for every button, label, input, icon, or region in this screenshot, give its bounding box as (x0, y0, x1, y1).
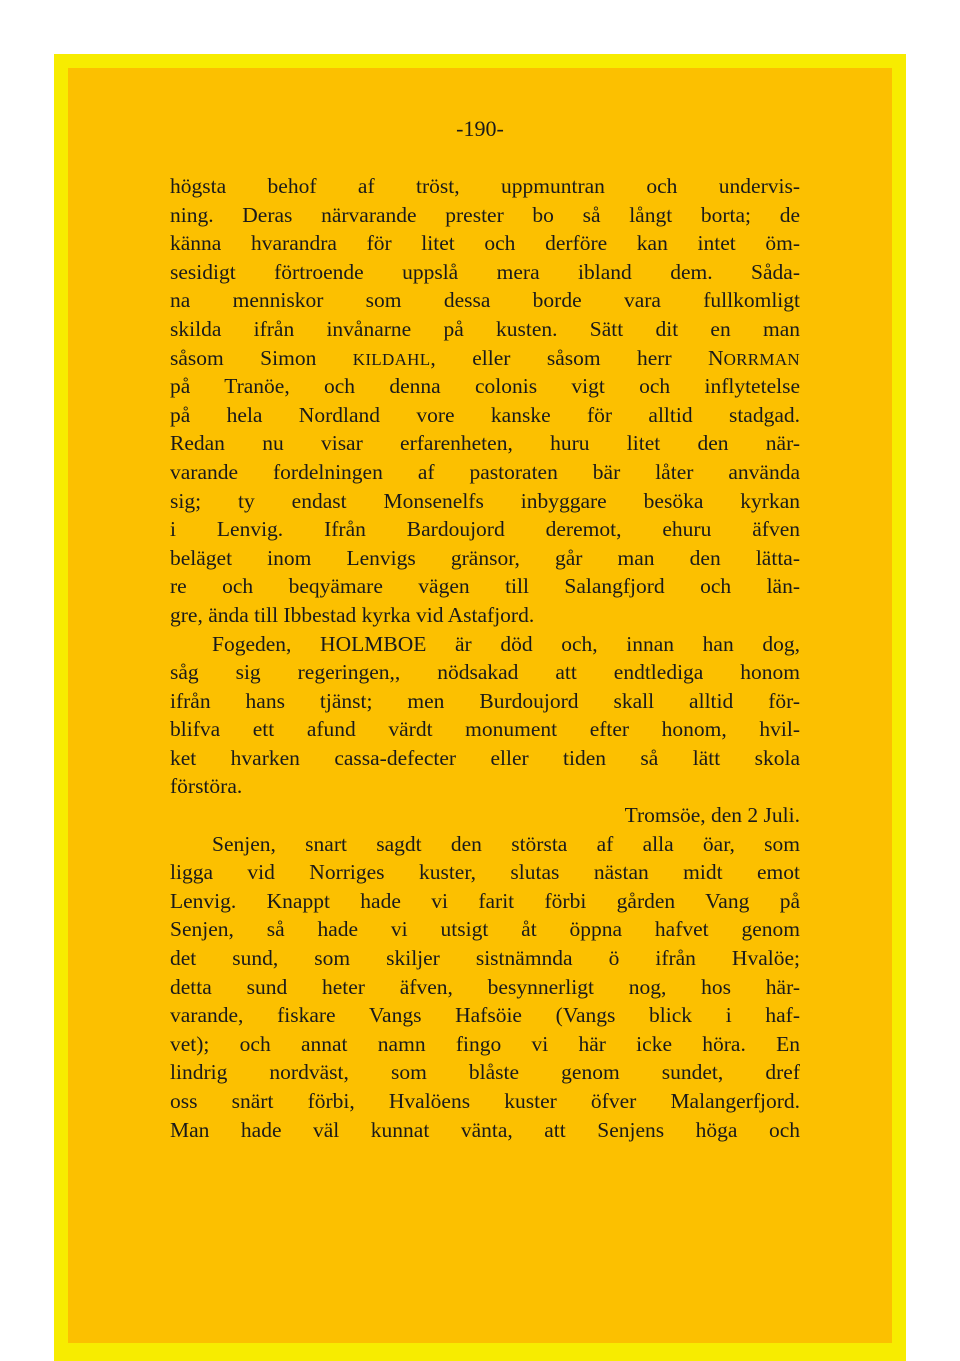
text-line: blifva ett afund värdt monument efter honom, hvil- (170, 717, 800, 742)
text-line: ifrån hans tjänst; men Burdoujord skall alltid för- (170, 688, 800, 713)
text-line: gre, ända till Ibbestad kyrka vid Astafjord. (170, 602, 535, 627)
text-line: såg sig regeringen,, nödsakad att endtlediga honom (170, 660, 800, 685)
text-line: vet); och annat namn fingo vi här icke höra. En (170, 1031, 800, 1056)
text-line: på Tranöe, och denna colonis vigt och inflytetelse (170, 374, 800, 399)
text-line: Redan nu visar erfarenheten, huru litet den när- (170, 431, 800, 456)
text-run: såsom Simon (170, 345, 353, 370)
text-line: oss snärt förbi, Hvalöens kuster öfver Malangerfjord. (170, 1089, 800, 1113)
text-line: på hela Nordland vore kanske för alltid stadgad. (170, 402, 800, 427)
text-line: Lenvig. Knappt hade vi farit förbi gården Vang på (170, 888, 800, 913)
text-line: na menniskor som dessa borde vara fullkomligt (170, 288, 800, 313)
text-line: Man hade väl kunnat vänta, att Senjens höga och (170, 1117, 800, 1142)
text-line: ning. Deras närvarande prester bo så långt borta; de (170, 202, 800, 227)
text-line: Senjen, snart sagdt den största af alla öar, som (212, 831, 800, 856)
text-line: Tromsöe, den 2 Juli. (624, 803, 800, 828)
text-run: , eller såsom herr N (430, 345, 724, 370)
text-line: lindrig nordväst, som blåste genom sundet, dref (170, 1060, 800, 1085)
small-caps-name: ORRMAN (723, 349, 800, 369)
text-line: Senjen, så hade vi utsigt åt öppna hafvet genom (170, 917, 800, 942)
text-line: i Lenvig. Ifrån Bardoujord deremot, ehuru äfven (170, 517, 800, 542)
text-line: förstöra. (170, 774, 243, 799)
small-caps-name: KILDAHL (352, 349, 431, 369)
text-line: känna hvarandra för litet och derföre kan intet öm- (170, 231, 800, 256)
text-line: Fogeden, HOLMBOE är död och, innan han dog, (212, 631, 800, 656)
body-text (170, 172, 800, 1144)
text-line: högsta behof af tröst, uppmuntran och undervis- (170, 174, 800, 198)
text-line: varande fordelningen af pastoraten bär låter använda (170, 459, 800, 484)
text-line: sesidigt förtroende uppslå mera ibland dem. Såda- (170, 259, 800, 284)
text-line: re och beqyämare vägen till Salangfjord och län- (170, 574, 800, 599)
text-line: varande, fiskare Vangs Hafsöie (Vangs blick i haf- (170, 1003, 800, 1028)
page-number (0, 114, 960, 144)
text-line: ligga vid Norriges kuster, slutas nästan midt emot (170, 860, 800, 885)
text-line (170, 344, 800, 373)
text-line: det sund, som skiljer sistnämnda ö ifrån Hvalöe; (170, 946, 800, 971)
text-line: beläget inom Lenvigs gränsor, går man den lätta- (170, 545, 800, 570)
text-line: detta sund heter äfven, besynnerligt nog, hos här- (170, 974, 800, 999)
text-line: skilda ifrån invånarne på kusten. Sätt dit en man (170, 316, 800, 341)
text-line: ket hvarken cassa-defecter eller tiden så lätt skola (170, 745, 800, 770)
text-line: sig; ty endast Monsenelfs inbyggare besöka kyrkan (170, 488, 800, 513)
page-number-text: -190- (456, 116, 504, 141)
